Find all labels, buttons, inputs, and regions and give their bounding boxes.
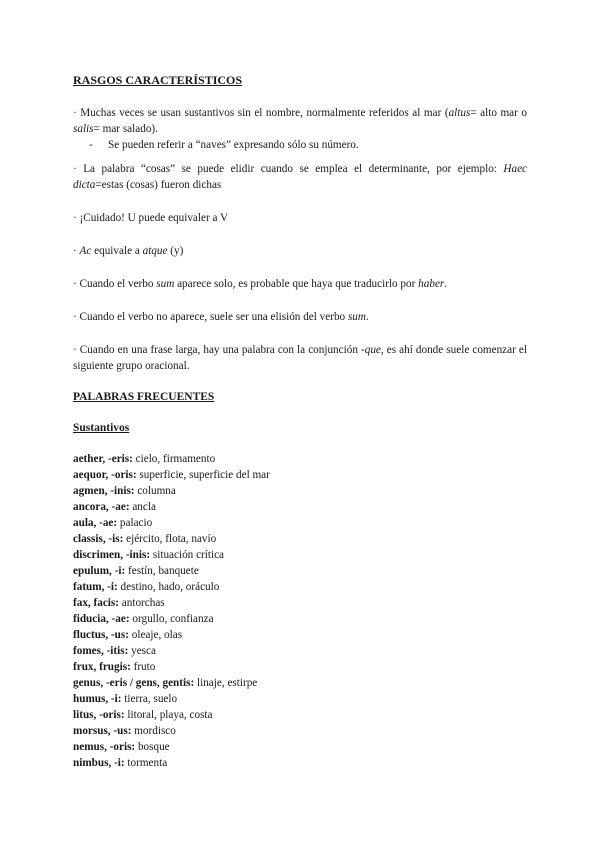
vocab-term: morsus, -us: [73,725,132,737]
list-item [73,531,527,547]
paragraph-4-text-3: (y) [167,245,184,257]
list-item [73,579,527,595]
vocab-term: epulum, -i: [73,565,126,577]
paragraph-5-text-3: . [444,278,448,290]
sub-bullet-text: Se pueden referir a “naves” expresando sólo su número. [108,139,359,151]
vocabulary-list [73,451,527,771]
dash-marker: - [89,139,93,151]
paragraph-5-text: · Cuando el verbo [73,278,157,290]
paragraph-6-text-2: . [365,311,369,323]
vocab-term: litus, -oris: [73,709,125,721]
paragraph-4-italic-2: atque [142,245,168,257]
subsection-title-sustantivos: Sustantivos [73,422,130,434]
vocab-definition: superficie, superficie del mar [136,469,270,481]
list-item [73,563,527,579]
paragraph-6 [73,309,527,325]
vocab-term: fiducia, -ae: [73,613,130,625]
paragraph-1-italic-2: salis [73,123,94,135]
vocab-definition: linaje, estirpe [194,677,258,689]
vocab-term: fomes, -itis: [73,645,129,657]
paragraph-4-text: · [73,245,80,257]
vocab-definition: tormenta [124,757,168,769]
paragraph-7-text-2: , es ahí donde suele comenzar el siguiente grupo oracional. [73,344,527,372]
list-item [73,483,527,499]
vocab-term: fax, facis: [73,597,119,609]
list-item [73,499,527,515]
paragraph-1 [73,105,527,137]
vocab-term: genus, -eris / gens, gentis: [73,677,195,689]
paragraph-5-italic-2: haber [418,278,445,290]
paragraph-6-text: · Cuando el verbo no aparece, suele ser una elisión del verbo [73,311,348,323]
paragraph-5 [73,276,527,292]
vocab-definition: oleaje, olas [128,629,183,641]
list-item [73,595,527,611]
vocab-term: aequor, -oris: [73,469,137,481]
vocab-definition: columna [134,485,176,497]
vocab-definition: mordisco [131,725,176,737]
paragraph-4 [73,243,527,259]
paragraph-5-italic-1: sum [156,278,175,290]
paragraph-4-italic-1: Ac [79,245,92,257]
vocab-term: aula, -ae: [73,517,118,529]
paragraph-5-text-2: aparece solo, es probable que haya que traducirlo por [174,278,419,290]
list-item [73,691,527,707]
list-item [73,707,527,723]
vocab-term: nimbus, -i: [73,757,125,769]
paragraph-4-text-2: equivale a [91,245,143,257]
vocab-definition: litoral, playa, costa [124,709,213,721]
paragraph-1-text: · Muchas veces se usan sustantivos sin el nombre, normalmente referidos al mar ( [73,107,449,119]
list-item [73,451,527,467]
vocab-definition: festín, banquete [125,565,199,577]
list-item [73,467,527,483]
paragraph-7 [73,342,527,374]
list-item [73,739,527,755]
vocab-definition: palacio [117,517,153,529]
vocab-term: frux, frugis: [73,661,131,673]
paragraph-1-text-2: = alto mar o [470,107,527,119]
vocab-term: classis, -is: [73,533,124,545]
paragraph-1-italic-1: altus [448,107,471,119]
vocab-definition: antorchas [118,597,165,609]
vocab-definition: destino, hado, oráculo [117,581,220,593]
list-item [73,723,527,739]
paragraph-3: · ¡Cuidado! U puede equivaler a V [73,212,229,224]
vocab-definition: ancla [129,501,156,513]
vocab-term: aether, -eris: [73,453,133,465]
list-item [73,659,527,675]
paragraph-7-text: · Cuando en una frase larga, hay una palabra con la conjunción - [73,344,365,356]
vocab-definition: fruto [130,661,156,673]
list-item [73,675,527,691]
paragraph-6-italic: sum [347,311,366,323]
paragraph-7-italic: que [364,344,381,356]
list-item [73,627,527,643]
list-item [73,547,527,563]
vocab-term: fluctus, -us: [73,629,129,641]
list-item [73,515,527,531]
vocab-definition: orgullo, confianza [129,613,214,625]
vocab-definition: yesca [128,645,156,657]
vocab-term: fatum, -i: [73,581,118,593]
paragraph-2-text: · La palabra “cosas” se puede elidir cuando se emplea el determinante, por ejemplo: [73,163,504,175]
vocab-definition: tierra, suelo [121,693,178,705]
document-content [73,72,527,771]
vocab-definition: bosque [135,741,170,753]
paragraph-2-italic: Haec dicta [73,163,527,191]
vocab-term: agmen, -inis: [73,485,135,497]
list-item [73,643,527,659]
paragraph-1-text-3: = mar salado). [93,123,158,135]
list-item [73,755,527,771]
paragraph-2-text-2: =estas (cosas) fueron dichas [95,179,222,191]
vocab-definition: ejército, flota, navío [123,533,217,545]
vocab-term: ancora, -ae: [73,501,130,513]
vocab-definition: situación crítica [150,549,225,561]
vocab-term: nemus, -oris: [73,741,136,753]
paragraph-2 [73,161,527,193]
list-item [73,611,527,627]
vocab-term: humus, -i: [73,693,122,705]
section-title-palabras: PALABRAS FRECUENTES [73,391,215,403]
vocab-definition: cielo, firmamento [132,453,216,465]
vocab-term: discrimen, -inis: [73,549,151,561]
sub-bullet-naves [73,137,527,153]
section-title-rasgos: RASGOS CARACTERÍSTICOS [73,73,243,87]
